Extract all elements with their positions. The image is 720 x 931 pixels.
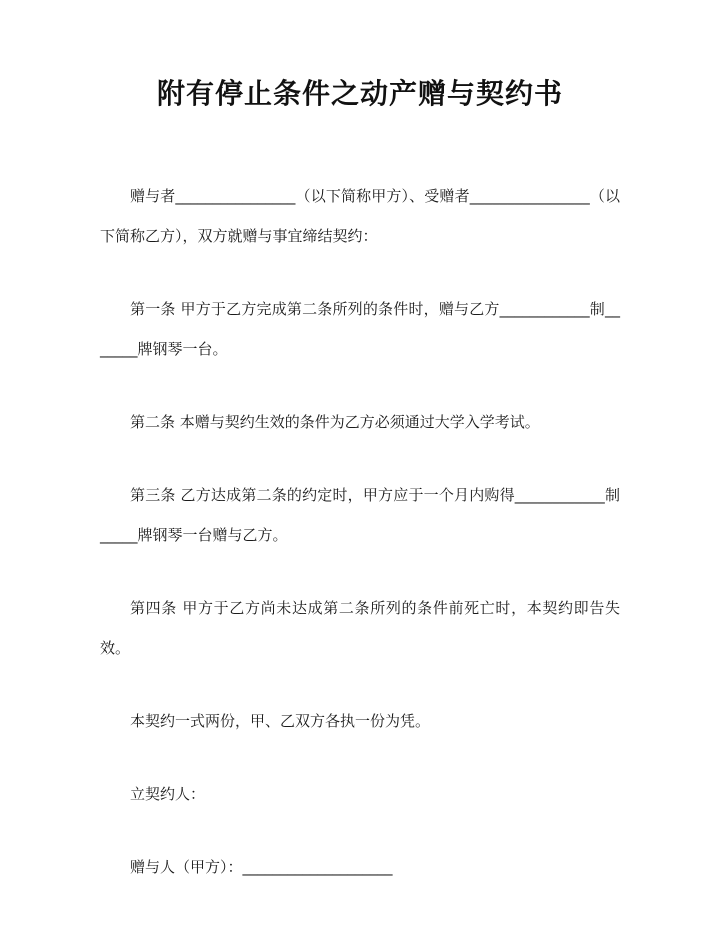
signatory-label-paragraph: 立契约人： [130,785,206,803]
article-3-paragraph: 第三条 乙方达成第二条的约定时，甲方应于一个月内购得____________制_____牌钢琴一台赠与乙方。 [100,486,620,544]
article-4-paragraph: 第四条 甲方于乙方尚未达成第二条所列的条件前死亡时，本契约即告失效。 [100,599,620,657]
document-title: 附有停止条件之动产赠与契约书 [156,77,563,110]
article-1-paragraph: 第一条 甲方于乙方完成第二条所列的条件时，赠与乙方____________制_______牌钢琴一台。 [100,300,620,358]
copies-clause-paragraph: 本契约一式两份，甲、乙双方各执一份为凭。 [130,712,431,730]
donor-signature-line-paragraph: 赠与人（甲方）：____________________ [130,858,393,876]
parties-clause-paragraph: 赠与者________________（以下简称甲方）、受赠者________________（以下简称乙方），双方就赠与事宜缔结契约： [100,187,620,245]
article-2-paragraph: 第二条 本赠与契约生效的条件为乙方必须通过大学入学考试。 [130,413,540,431]
